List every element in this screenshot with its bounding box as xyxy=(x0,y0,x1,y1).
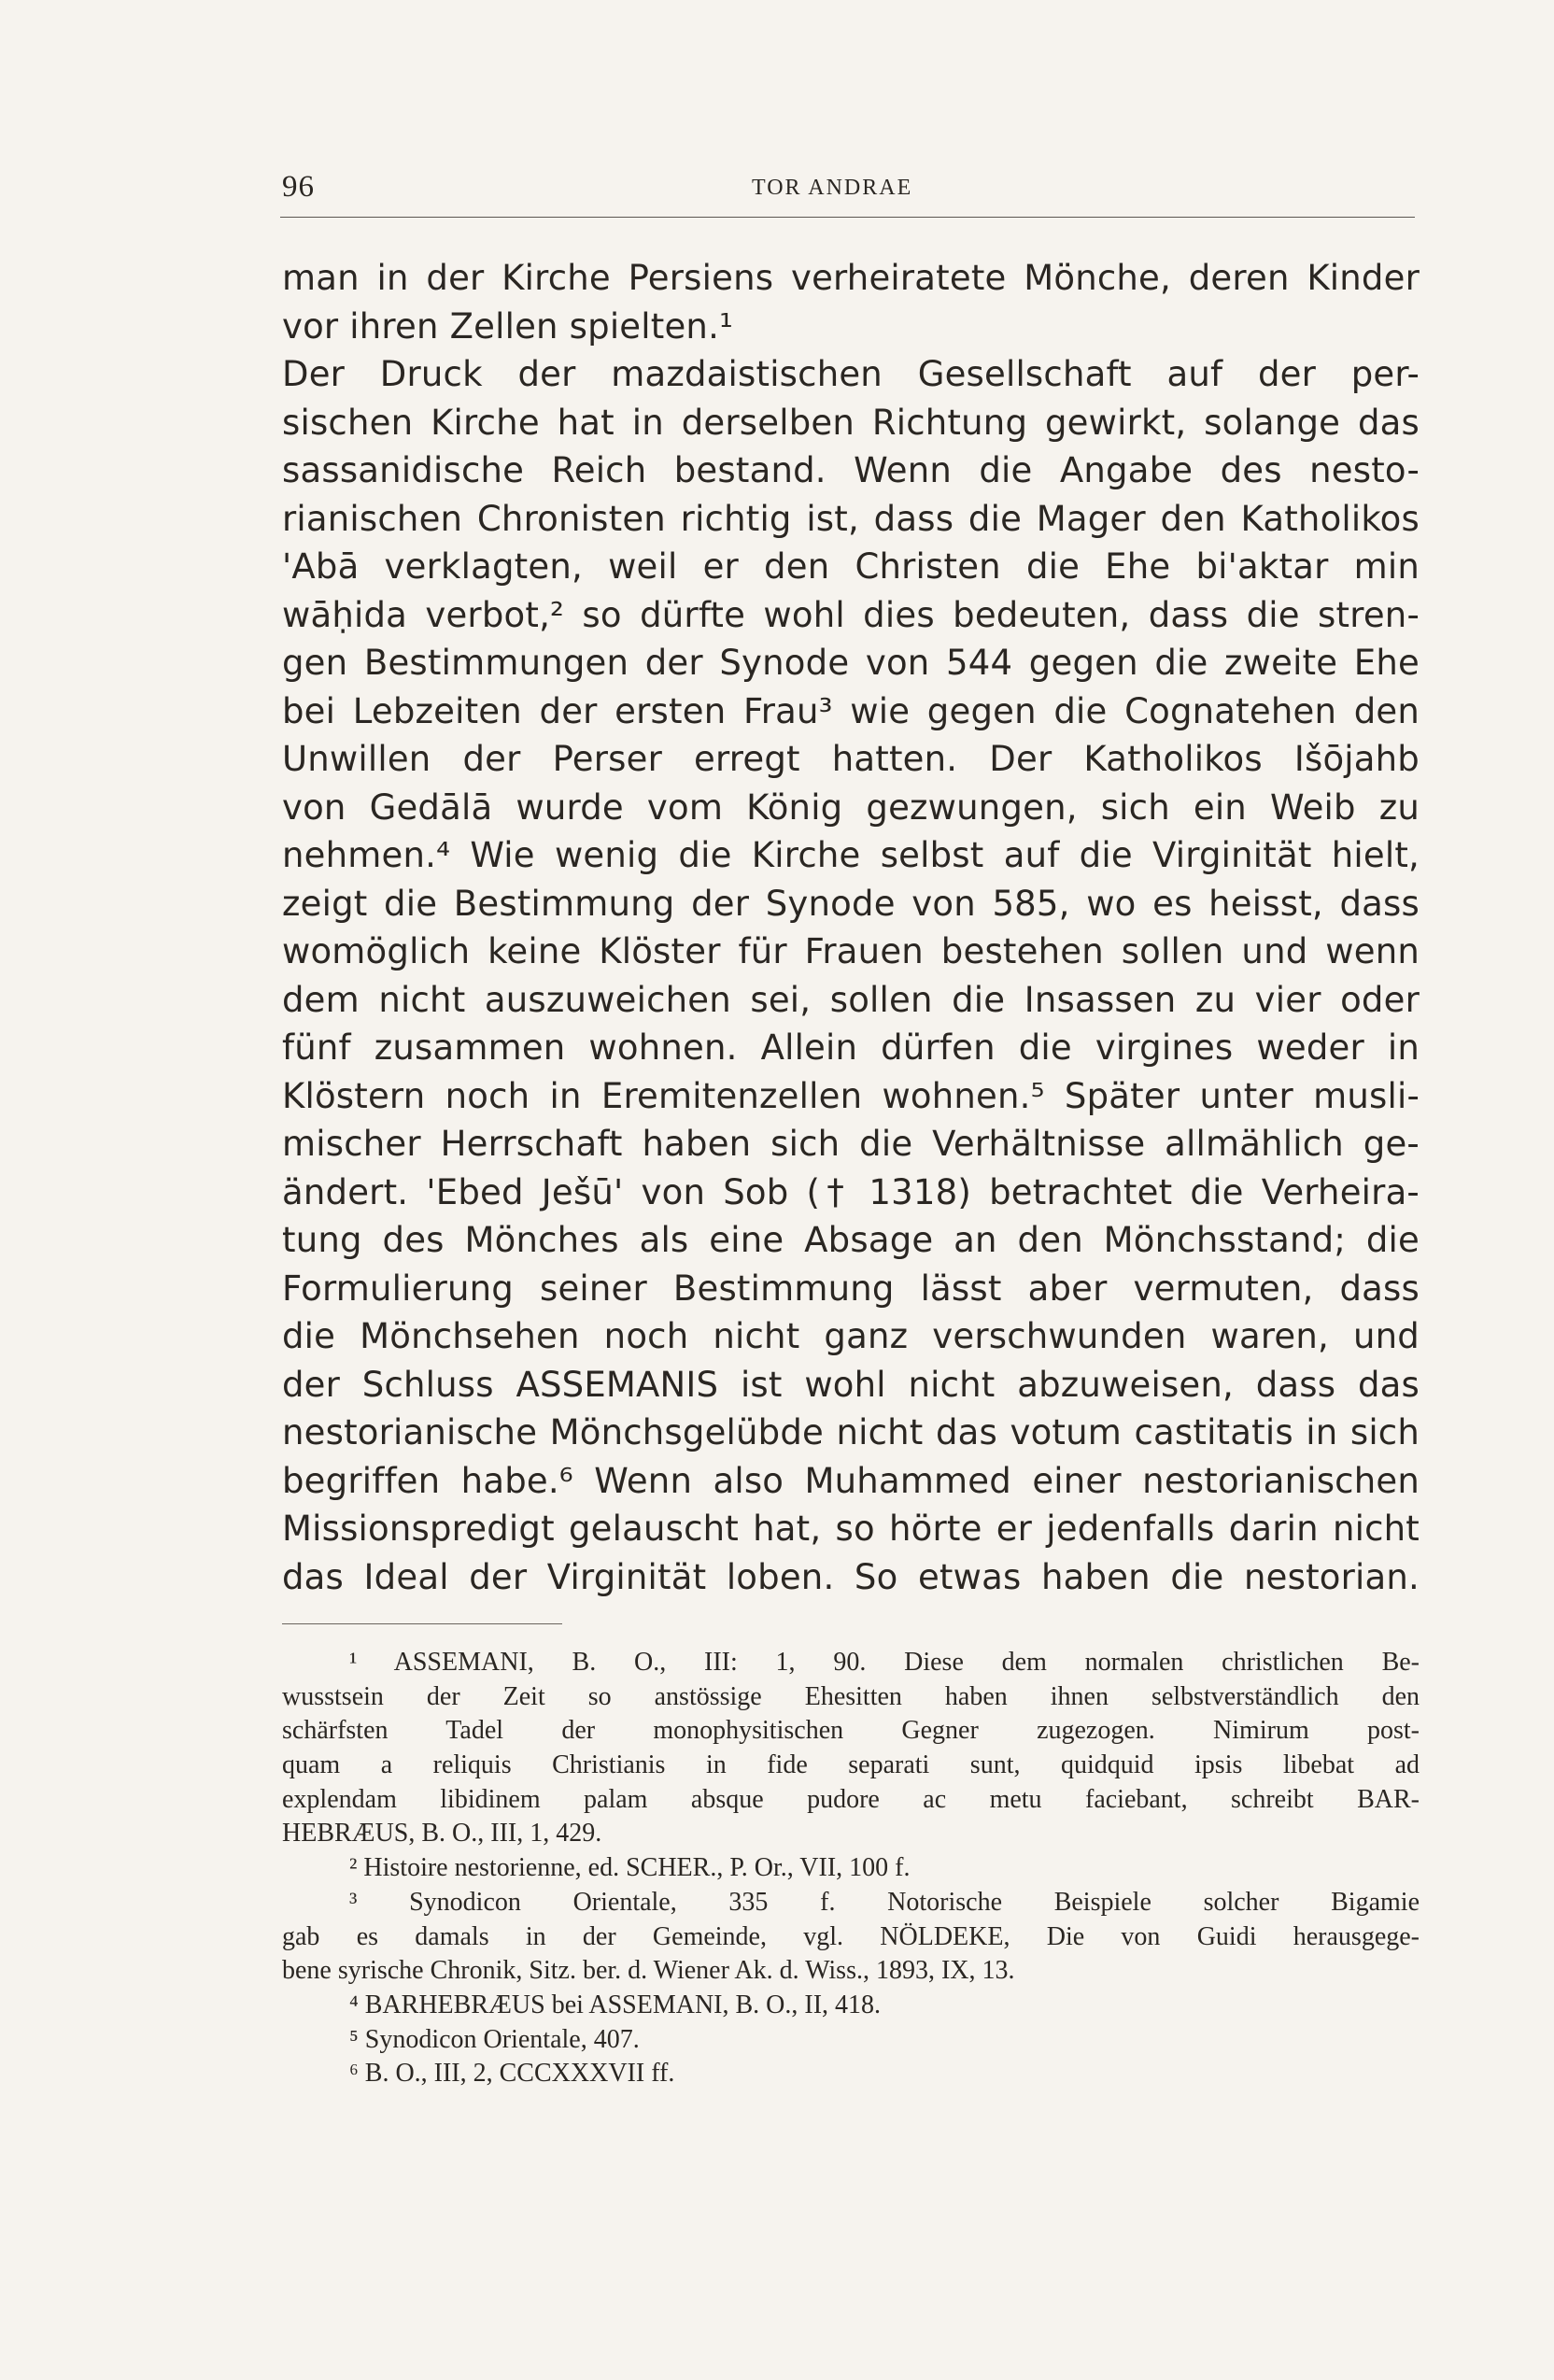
footnote-line: bene syrische Chronik, Sitz. ber. d. Wiener Ak. d. Wiss., 1893, IX, 13. xyxy=(282,1956,1015,1986)
footnote-line: gab es damals in der Gemeinde, vgl. NÖLDEKE, Die von Guidi herausgege- xyxy=(282,1921,1420,1951)
text-line: die Mönchsehen noch nicht ganz verschwunden waren, und xyxy=(282,1316,1420,1356)
footnote-line: ¹ ASSEMANI, B. O., III: 1, 90. Diese dem normalen christlichen Be- xyxy=(349,1648,1420,1677)
text-line: der Schluss ASSEMANIS ist wohl nicht abzuweisen, dass das xyxy=(282,1364,1420,1405)
page-number: 96 xyxy=(282,170,315,204)
text-line: nehmen.⁴ Wie wenig die Kirche selbst auf die Virginität hielt, xyxy=(282,835,1420,875)
text-line: 'Abā verklagten, weil er den Christen die Ehe bi'aktar min xyxy=(282,546,1420,587)
text-line: womöglich keine Klöster für Frauen bestehen sollen und wenn xyxy=(282,931,1420,971)
text-line: rianischen Chronisten richtig ist, dass die Mager den Katholikos xyxy=(282,498,1420,539)
footnote-line: explendam libidinem palam absque pudore ac metu faciebant, schreibt BAR- xyxy=(282,1784,1420,1814)
text-line: nestorianische Mönchsgelübde nicht das votum castitatis in sich xyxy=(282,1412,1420,1452)
text-line: man in der Kirche Persiens verheiratete Mönche, deren Kinder xyxy=(282,258,1420,298)
footnote-divider xyxy=(282,1623,562,1624)
text-line: Der Druck der mazdaistischen Gesellschaft auf der per- xyxy=(282,354,1420,394)
footnote-line: wusstsein der Zeit so anstössige Ehesitten haben ihnen selbstverständlich den xyxy=(282,1681,1420,1711)
text-line: wāḥida verbot,² so dürfte wohl dies bedeuten, dass die stren- xyxy=(282,594,1420,635)
text-line: zeigt die Bestimmung der Synode von 585, wo es heisst, dass xyxy=(282,883,1420,924)
main-text xyxy=(282,254,1420,1601)
footnote-line: ⁵ Synodicon Orientale, 407. xyxy=(349,2024,640,2054)
footnote-line: HEBRÆUS, B. O., III, 1, 429. xyxy=(282,1819,602,1849)
footnote-line: ⁶ B. O., III, 2, CCCXXXVII ff. xyxy=(349,2059,675,2089)
text-line: fünf zusammen wohnen. Allein dürfen die virgines weder in xyxy=(282,1027,1420,1068)
page-header xyxy=(280,170,1415,218)
text-line: sischen Kirche hat in derselben Richtung gewirkt, solange das xyxy=(282,402,1420,443)
text-line: vor ihren Zellen spielten.¹ xyxy=(282,305,734,347)
text-line: mischer Herrschaft haben sich die Verhältnisse allmählich ge- xyxy=(282,1124,1420,1164)
text-line: Missionspredigt gelauscht hat, so hörte er jedenfalls darin nicht xyxy=(282,1509,1420,1549)
text-line: begriffen habe.⁶ Wenn also Muhammed einer nestorianischen xyxy=(282,1460,1420,1501)
text-line: bei Lebzeiten der ersten Frau³ wie gegen die Cognatehen den xyxy=(282,690,1420,731)
text-line: dem nicht auszuweichen sei, sollen die Insassen zu vier oder xyxy=(282,979,1420,1020)
text-line: gen Bestimmungen der Synode von 544 gegen die zweite Ehe xyxy=(282,643,1420,683)
text-line: sassanidische Reich bestand. Wenn die Angabe des nesto- xyxy=(282,450,1420,490)
text-line: Unwillen der Perser erregt hatten. Der Katholikos Išōjahb xyxy=(282,739,1420,779)
text-line: ändert. 'Ebed Ješū' von Sob († 1318) betrachtet die Verheira- xyxy=(282,1171,1420,1212)
footnote-line: ² Histoire nestorienne, ed. SCHER., P. Or., VII, 100 f. xyxy=(349,1853,911,1883)
text-line: das Ideal der Virginität loben. So etwas haben die nestorian. xyxy=(282,1556,1420,1597)
footnotes xyxy=(282,1646,1420,2091)
footnote-line: schärfsten Tadel der monophysitischen Gegner zugezogen. Nimirum post- xyxy=(282,1716,1420,1746)
text-line: Formulierung seiner Bestimmung lässt aber vermuten, dass xyxy=(282,1268,1420,1309)
text-line: von Gedālā wurde vom König gezwungen, sich ein Weib zu xyxy=(282,786,1420,828)
text-line: tung des Mönches als eine Absage an den Mönchsstand; die xyxy=(282,1220,1420,1260)
text-line: Klöstern noch in Eremitenzellen wohnen.⁵ Später unter musli- xyxy=(282,1075,1420,1116)
footnote-line: ⁴ BARHEBRÆUS bei ASSEMANI, B. O., II, 418. xyxy=(349,1990,882,2019)
footnote-line: ³ Synodicon Orientale, 335 f. Notorische Beispiele solcher Bigamie xyxy=(349,1887,1420,1917)
footnote-line: quam a reliquis Christianis in fide separati sunt, quidquid ipsis libebat ad xyxy=(282,1750,1420,1780)
running-head: TOR ANDRAE xyxy=(752,176,913,200)
